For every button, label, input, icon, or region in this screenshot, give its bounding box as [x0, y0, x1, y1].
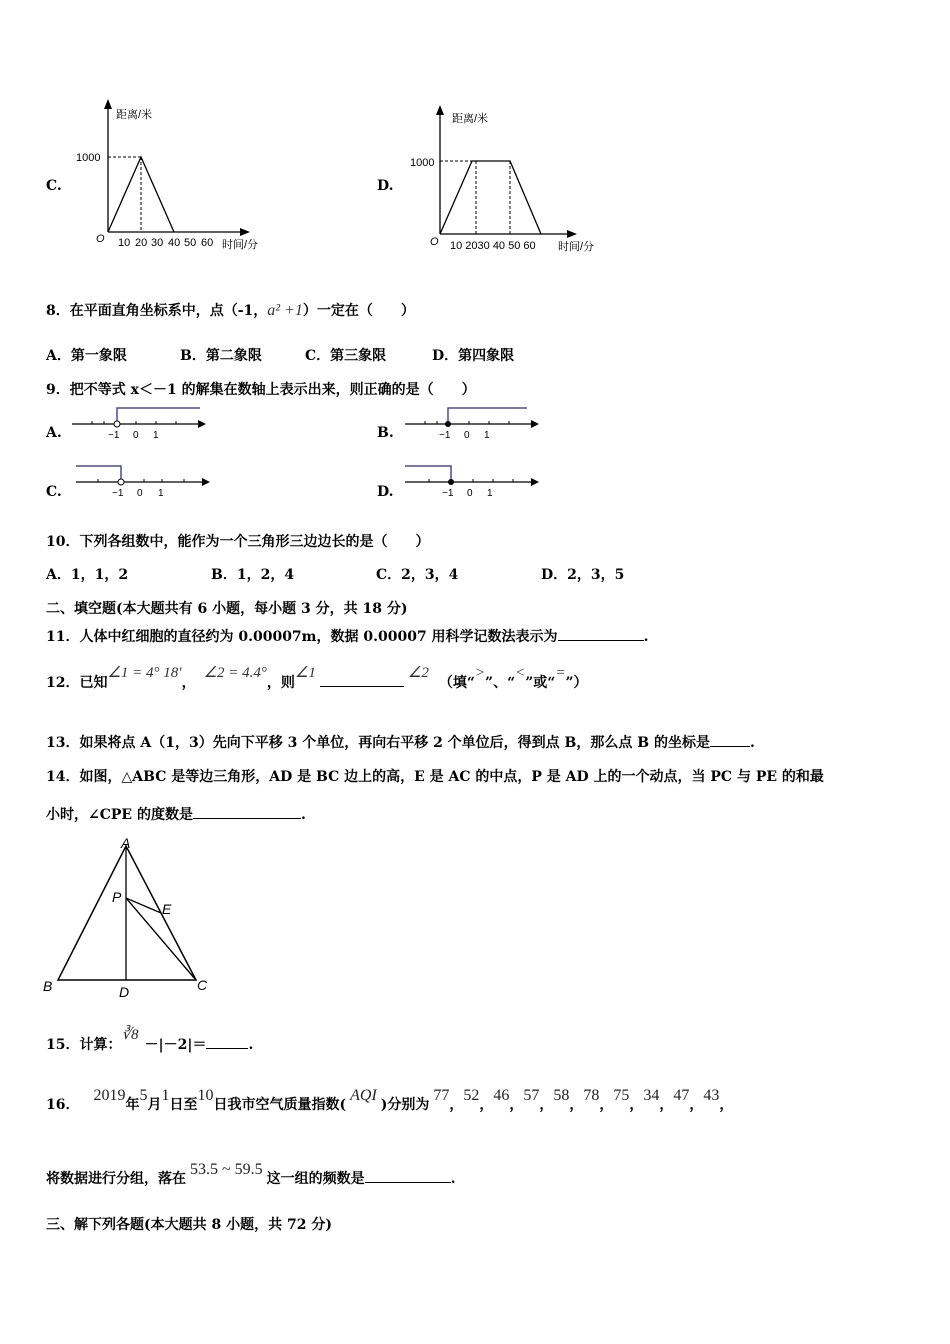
question-12: 12．已知∠1 = 4° 18′，∠2 = 4.4°，则∠1 ∠2（填“>”、“<”或“=”）: [46, 665, 588, 691]
segment-pe: [126, 898, 161, 913]
question-15: 15．计算：∛8－|－2|＝ .: [46, 1027, 254, 1053]
point-b: B: [43, 978, 53, 994]
chart-d-xlabel: 时间/分: [558, 241, 595, 253]
chart-c-ylabel: 距离/米: [116, 109, 153, 121]
chart-c-xtick: 40: [168, 237, 181, 249]
chart-c-xtick: 50: [184, 237, 197, 249]
point-c: C: [197, 977, 208, 993]
q9-numberline-c: [74, 462, 214, 502]
question-14-line2: 小时，∠CPE 的度数是 .: [46, 804, 306, 824]
chart-c-xtick: 30: [151, 237, 164, 249]
q8-option-b: B．第二象限: [180, 348, 262, 364]
q15-answer-blank[interactable]: [206, 1034, 248, 1049]
svg-text:−1: −1: [439, 430, 451, 441]
section-2-heading: 二、填空题(本大题共有 6 小题，每小题 3 分，共 18 分): [46, 601, 408, 617]
q8-option-d: D．第四象限: [432, 348, 515, 364]
svg-text:1: 1: [484, 430, 490, 441]
point-d: D: [119, 984, 130, 1000]
question-13: 13．如果将点 A（1，3）先向下平移 3 个单位，再向右平移 2 个单位后，得到点 B，那么点 B 的坐标是 .: [46, 732, 755, 752]
q11-answer-blank[interactable]: [558, 626, 644, 641]
svg-text:0: 0: [137, 488, 143, 499]
q10-option-a: A．1，1，2: [46, 567, 129, 583]
q10-option-d: D．2，3，5: [541, 567, 625, 583]
q9-a-range-line: [117, 408, 200, 424]
svg-text:1: 1: [153, 430, 159, 441]
chart-c-origin: O: [96, 233, 105, 245]
question-11: 11．人体中红细胞的直径约为 0.00007m，数据 0.00007 用科学记数法表示为 .: [46, 626, 648, 646]
chart-d-xticks: 10 2030 40 50 60: [450, 240, 536, 252]
question-8: [46, 300, 415, 320]
question-16-line2: 将数据进行分组，落在53.5 ~ 59.5这一组的频数是 .: [46, 1161, 456, 1187]
q12-angle1: ∠1 = 4° 18′: [107, 665, 182, 681]
q12-a1: ∠1: [294, 665, 316, 681]
chart-d-ylabel: 距离/米: [452, 113, 489, 125]
q15-root: ∛8: [121, 1027, 139, 1043]
question-14-line1: 14．如图，△ABC 是等边三角形，AD 是 BC 边上的高，E 是 AC 的中点，P 是 AD 上的一个动点，当 PC 与 PE 的和最: [46, 769, 824, 785]
svg-text:1: 1: [158, 488, 164, 499]
chart-d-origin: O: [430, 236, 439, 248]
option-c-label: C.: [46, 178, 62, 194]
q8-math: a² +1: [267, 302, 303, 319]
svg-text:−1: −1: [112, 488, 124, 499]
q9-option-b-label: B.: [377, 425, 394, 441]
chart-d-line: [440, 161, 541, 234]
svg-text:0: 0: [467, 488, 473, 499]
q13-answer-blank[interactable]: [710, 732, 750, 747]
chart-c-y-arrow: [104, 99, 112, 109]
chart-c-xtick: 60: [201, 237, 214, 249]
q9-c-open-dot: [118, 479, 124, 485]
triangle-figure: [40, 834, 220, 1004]
q9-numberline-d: [403, 462, 543, 502]
q8-option-a: A．第一象限: [46, 348, 127, 364]
q9-numberline-b: [403, 404, 543, 444]
point-a: A: [121, 835, 131, 851]
svg-text:−1: −1: [108, 430, 120, 441]
chart-d-y-arrow: [436, 105, 444, 115]
question-10: 10．下列各组数中，能作为一个三角形三边边长的是（ ）: [46, 534, 430, 550]
q9-d-range-line: [405, 466, 451, 482]
option-d-label: D.: [377, 178, 394, 194]
q8-text-b: ）一定在（ ）: [302, 303, 415, 319]
q8-text-a: 8．在平面直角坐标系中，点（-1，: [46, 303, 268, 319]
chart-d-ytick: 1000: [410, 157, 435, 169]
svg-text:1: 1: [487, 488, 493, 499]
chart-c-xtick: 20: [135, 237, 148, 249]
chart-c-xtick: 10: [118, 237, 131, 249]
chart-c: [76, 96, 280, 256]
q9-option-c-label: C.: [46, 484, 62, 500]
chart-c-ytick: 1000: [76, 152, 101, 164]
q16-answer-blank[interactable]: [365, 1168, 451, 1183]
q9-b-solid-dot: [445, 421, 451, 427]
q9-d-solid-dot: [448, 479, 454, 485]
svg-text:−1: −1: [442, 488, 454, 499]
q9-option-a-label: A.: [46, 425, 62, 441]
q9-option-d-label: D.: [377, 484, 394, 500]
section-3-heading: 三、解下列各题(本大题共 8 小题，共 72 分): [46, 1217, 332, 1233]
chart-d: [410, 100, 620, 260]
svg-text:0: 0: [464, 430, 470, 441]
question-16-line1: 16．2019年5月1日至10日我市空气质量指数(AQI)分别为77，52，46，57，58，78，75，34，47，43，: [46, 1087, 734, 1113]
q9-b-range-line: [448, 408, 527, 424]
chart-c-x-arrow: [240, 228, 250, 236]
q14-answer-blank[interactable]: [193, 804, 301, 819]
q10-option-c: C．2，3，4: [376, 567, 459, 583]
chart-c-xlabel: 时间/分: [222, 239, 259, 251]
chart-d-x-arrow: [567, 230, 577, 238]
point-p: P: [112, 889, 122, 905]
q10-option-b: B．1，2，4: [211, 567, 295, 583]
q9-numberline-a: [70, 404, 210, 444]
triangle-abc: [58, 846, 196, 980]
q12-a2: ∠2: [407, 665, 429, 681]
q12-answer-blank[interactable]: [320, 672, 404, 687]
q9-a-open-dot: [114, 421, 120, 427]
q12-angle2: ∠2 = 4.4°: [203, 665, 267, 681]
q8-option-c: C．第三象限: [305, 348, 387, 364]
point-e: E: [162, 901, 172, 917]
question-9: 9．把不等式 x＜－1 的解集在数轴上表示出来，则正确的是（ ）: [46, 382, 476, 398]
svg-text:0: 0: [133, 430, 139, 441]
